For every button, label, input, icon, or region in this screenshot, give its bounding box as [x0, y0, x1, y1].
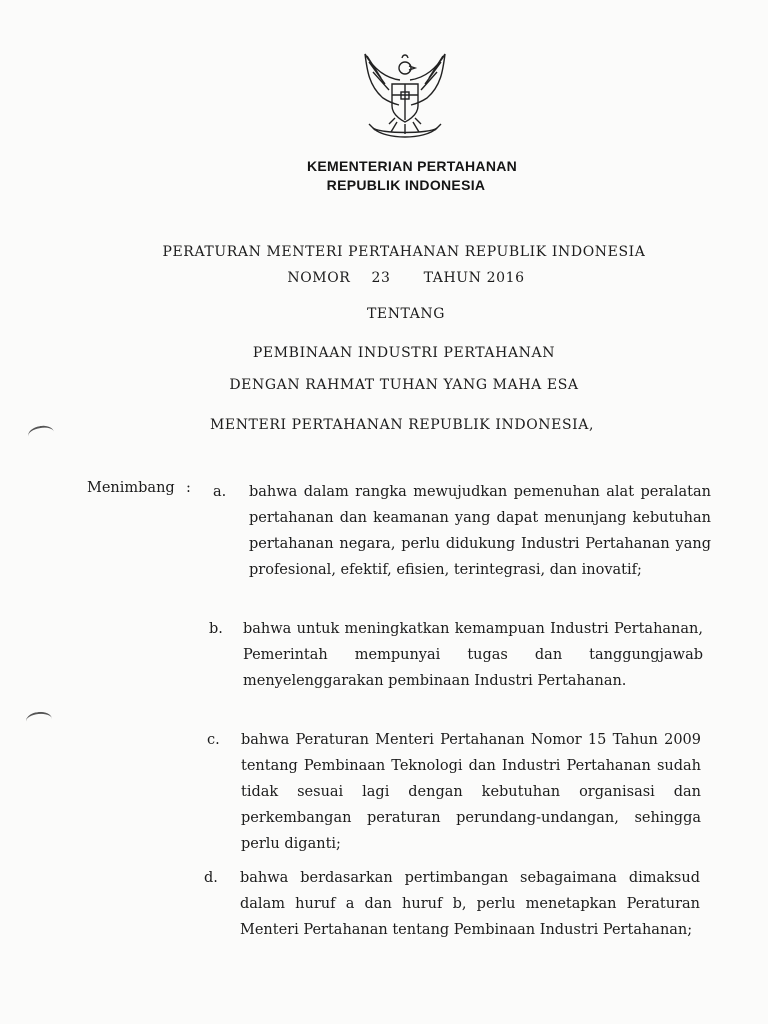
regulation-number-line — [22, 270, 768, 286]
considerations-colon: : — [186, 480, 191, 496]
item-text: bahwa Peraturan Menteri Pertahanan Nomor 15 Tahun 2009 tentang Pembinaan Teknologi dan Industri Pertahanan sudah tidak sesuai lagi dengan kebutuhan organisasi dan perkembangan peraturan perundang-undangan, sehingga perlu diganti; — [241, 732, 701, 852]
item-letter: c. — [207, 732, 220, 748]
considerations-label: Menimbang — [87, 480, 175, 496]
item-letter: d. — [204, 870, 218, 886]
regulation-title: PERATURAN MENTERI PERTAHANAN REPUBLIK INDONESIA — [162, 244, 646, 260]
item-letter: a. — [213, 484, 227, 500]
blessing-line: DENGAN RAHMAT TUHAN YANG MAHA ESA — [229, 377, 579, 393]
item-text: bahwa berdasarkan pertimbangan sebagaimana dimaksud dalam huruf a dan huruf b, perlu menetapkan Peraturan Menteri Pertahanan tentang Pembinaan Industri Pertahanan; — [240, 870, 700, 938]
ministry-name: KEMENTERIAN PERTAHANAN — [306, 158, 518, 174]
nomor-value: 23 — [371, 270, 391, 286]
tahun-value: 2016 — [486, 270, 525, 286]
authority-line: MENTERI PERTAHANAN REPUBLIK INDONESIA, — [209, 417, 595, 433]
item-text: bahwa dalam rangka mewujudkan pemenuhan alat peralatan pertahanan dan keamanan yang dapat menunjang kebutuhan pertahanan negara, perlu didukung Industri Pertahanan yang profesional, efektif, efisien, terintegrasi, dan inovatif; — [249, 484, 711, 578]
regulation-subject: PEMBINAAN INDUSTRI PERTAHANAN — [252, 345, 556, 361]
item-text: bahwa untuk meningkatkan kemampuan Industri Pertahanan, Pemerintah mempunyai tugas dan tanggungjawab menyelenggarakan pembinaan Industri Pertahanan. — [243, 621, 703, 689]
ministry-country: REPUBLIK INDONESIA — [326, 177, 486, 193]
nomor-label: NOMOR — [287, 270, 351, 286]
punch-hole-mark — [25, 711, 53, 730]
tentang-heading: TENTANG — [366, 306, 446, 322]
item-letter: b. — [209, 621, 223, 637]
tahun-label: TAHUN — [423, 270, 482, 286]
garuda-pancasila-emblem-icon — [355, 50, 455, 145]
